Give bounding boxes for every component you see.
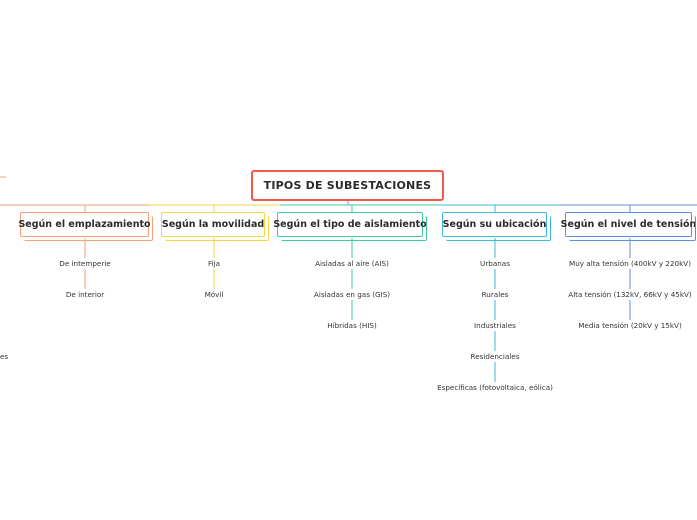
category-emplazamiento[interactable] bbox=[20, 212, 149, 237]
category-label: Según el tipo de aislamiento bbox=[273, 219, 427, 230]
category-aislamiento[interactable] bbox=[273, 212, 427, 237]
root-node[interactable] bbox=[251, 170, 444, 201]
leaf-de-interior[interactable]: De interior bbox=[65, 290, 105, 299]
leaf-alta-tension[interactable]: Alta tensión (132kV, 66kV y 45kV) bbox=[568, 290, 692, 299]
leaf-residenciales[interactable]: Residenciales bbox=[470, 352, 520, 361]
leaf-movil[interactable]: Móvil bbox=[204, 290, 224, 299]
category-ubicacion[interactable] bbox=[442, 212, 547, 237]
category-nivel-tension[interactable] bbox=[560, 212, 697, 237]
leaf-de-intemperie[interactable]: De intemperie bbox=[59, 259, 111, 268]
category-label: Según el nivel de tensión bbox=[560, 219, 697, 230]
category-movilidad[interactable] bbox=[161, 212, 265, 237]
category-label: Según su ubicación bbox=[442, 219, 547, 230]
leaf-muy-alta-tension[interactable]: Muy alta tensión (400kV y 220kV) bbox=[568, 259, 692, 268]
category-label: Según el emplazamiento bbox=[18, 219, 151, 230]
leaf-gis[interactable]: Aisladas en gas (GIS) bbox=[313, 290, 391, 299]
leaf-fija[interactable]: Fija bbox=[207, 259, 221, 268]
category-label: Según la movilidad bbox=[161, 219, 265, 230]
leaf-ais[interactable]: Aisladas al aire (AIS) bbox=[315, 259, 389, 268]
leaf-his[interactable]: Híbridas (HIS) bbox=[327, 321, 377, 330]
leaf-media-tension[interactable]: Media tensión (20kV y 15kV) bbox=[578, 321, 682, 330]
leaf-especificas[interactable]: Específicas (fotovoltaica, eólica) bbox=[437, 383, 553, 392]
leaf-industriales[interactable]: Industriales bbox=[474, 321, 516, 330]
offscreen-leaf-fragment: es bbox=[0, 352, 9, 361]
root-title: TIPOS DE SUBESTACIONES bbox=[263, 179, 432, 192]
leaf-urbanas[interactable]: Urbanas bbox=[480, 259, 510, 268]
leaf-rurales[interactable]: Rurales bbox=[481, 290, 509, 299]
